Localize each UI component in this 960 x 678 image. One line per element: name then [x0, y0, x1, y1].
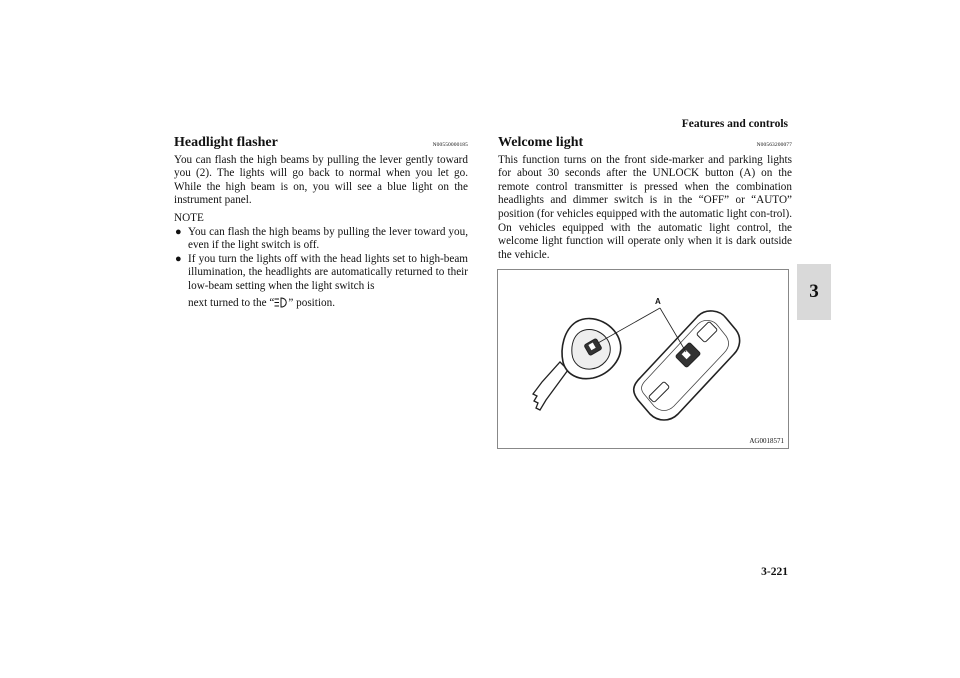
section-body: You can flash the high beams by pulling the lever gently toward you (2). The lights will go back to normal when you let go. While the high beam is on, you will see a blue light on the instrument panel.	[174, 153, 468, 207]
welcome-light-section	[498, 136, 792, 262]
note-text: If you turn the lights off with the head lights set to high-beam illumination, the headlights are automatically returned to their low-beam setting when the light switch is	[188, 252, 468, 292]
bullet-icon: ●	[175, 225, 182, 238]
section-title-row	[498, 136, 792, 153]
figure-id: AG0018571	[749, 437, 784, 445]
section-code: N00550000185	[432, 142, 468, 148]
note-item	[174, 253, 468, 312]
section-title: Headlight flasher	[174, 135, 278, 150]
callout-label: A	[655, 297, 661, 306]
remote-key-drawing	[498, 270, 788, 448]
note-end-suffix: ” position.	[288, 296, 335, 309]
section-header: Features and controls	[681, 118, 788, 130]
section-title-row	[174, 136, 468, 153]
section-body: This function turns on the front side-marker and parking lights for about 30 seconds after the UNLOCK button (A) on the remote control transmitter is pressed when the combination headlights and dimmer switch is in the “OFF” or “AUTO” position (for vehicles equipped with the automatic light con-trol). On vehicles equipped with the automatic light control, the welcome light function will operate only when it is dark outside the vehicle.	[498, 153, 792, 261]
section-code: N00563200077	[756, 142, 792, 148]
note-list	[174, 226, 468, 313]
chapter-tab	[797, 264, 831, 320]
chapter-number: 3	[809, 281, 819, 302]
key-illustration	[497, 269, 789, 449]
note-end-prefix: next turned to the “	[188, 296, 275, 309]
note-text-end	[188, 297, 468, 313]
headlight-symbol-icon	[274, 297, 288, 313]
key-blade	[533, 362, 568, 410]
page-number: 3-221	[761, 566, 788, 578]
note-text: You can flash the high beams by pulling the lever toward you, even if the light switch is off.	[188, 225, 468, 252]
headlight-flasher-section	[174, 136, 468, 312]
section-title: Welcome light	[498, 135, 584, 150]
note-label: NOTE	[174, 211, 204, 224]
bullet-icon: ●	[175, 252, 182, 265]
note-item	[174, 226, 468, 253]
